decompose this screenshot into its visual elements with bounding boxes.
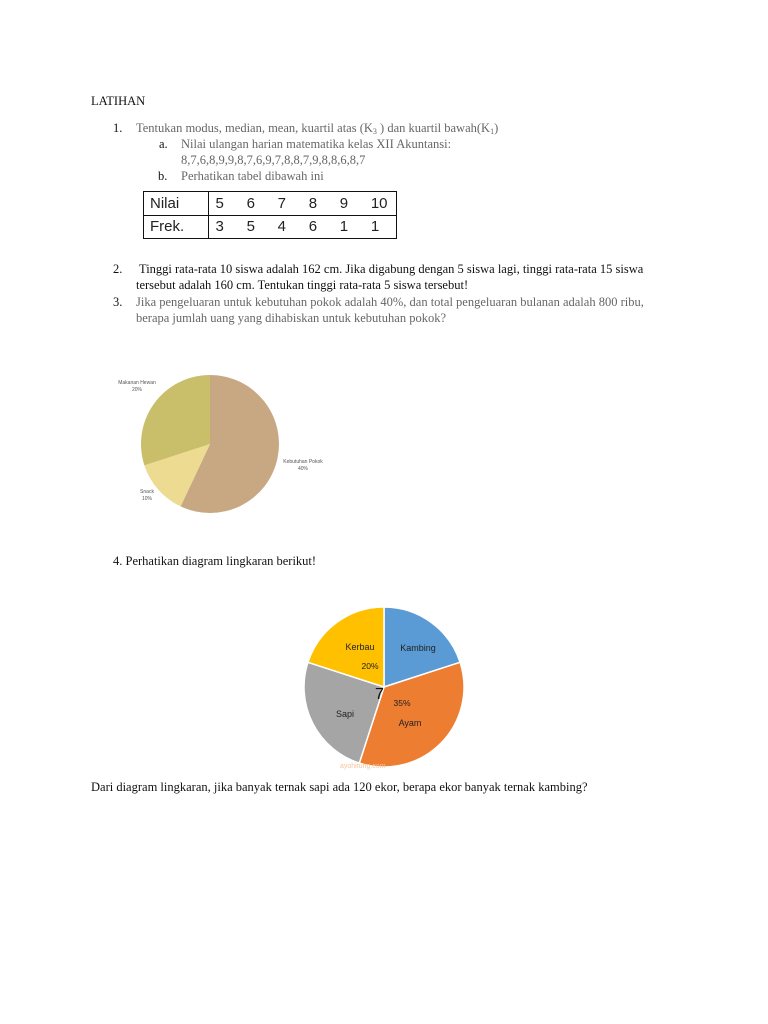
q2-line1: Tinggi rata-rata 10 siswa adalah 162 cm. Jika digabung dengan 5 siswa lagi, tinggi rata-rata 15 siswa	[139, 262, 644, 276]
pie-pct-ayam: 35%	[393, 698, 411, 708]
pie-label-snack: Snack	[140, 489, 154, 495]
expense-pie-chart	[110, 335, 335, 535]
table-cell: 5	[209, 192, 241, 216]
q2-line2: tersebut adalah 160 cm. Tentukan tinggi rata-rata 5 siswa tersebut!	[136, 278, 469, 292]
table-cell: 7	[272, 192, 303, 216]
table-cell: 4	[272, 215, 303, 239]
q4-prompt: 4. Perhatikan diagram lingkaran berikut!	[113, 554, 317, 568]
worksheet-title: LATIHAN	[91, 94, 146, 108]
table-cell: 3	[209, 215, 241, 239]
livestock-pie-chart	[300, 600, 470, 772]
q1a-marker: a.	[159, 137, 168, 151]
table-row	[144, 192, 397, 216]
q3-number: 3.	[113, 295, 123, 309]
q1b-text: Perhatikan tabel dibawah ini	[181, 169, 324, 183]
table-cell: 8	[303, 192, 334, 216]
table-cell: 6	[303, 215, 334, 239]
pie-label-kerbau: Kerbau	[345, 642, 375, 652]
handwritten-mark: 7	[375, 686, 384, 703]
pie-pct-kerbau: 20%	[361, 661, 379, 671]
pie-label-makanan: Makanan Hewan	[118, 380, 156, 386]
frequency-table	[143, 191, 397, 239]
pie-label-pokok: Kebutuhan Pokok	[283, 459, 323, 465]
q1b-marker: b.	[158, 169, 168, 183]
q1a-data: 8,7,6,8,9,9,8,7,6,9,7,8,8,7,9,8,8,6,8,7	[181, 153, 366, 167]
table-cell: 1	[365, 215, 397, 239]
pie-pct-pokok: 40%	[297, 466, 309, 472]
pie-label-sapi: Sapi	[335, 709, 355, 719]
pie-label-kambing: Kambing	[400, 643, 436, 653]
pie-pct-makanan: 20%	[131, 387, 143, 393]
table-row	[144, 215, 397, 239]
q1-prompt: Tentukan modus, median, mean, kuartil atas ($K_3$ ) dan kuartil $bawah(K_1)$	[136, 121, 499, 136]
q1a-text: Nilai ulangan harian matematika kelas XII Akuntansi:	[181, 137, 452, 151]
pie-label-ayam: Ayam	[398, 718, 422, 728]
q3-line2: berapa jumlah uang yang dihabiskan untuk kebutuhan pokok?	[136, 311, 446, 325]
table-cell: 6	[241, 192, 272, 216]
table-cell: 10	[365, 192, 397, 216]
q4-followup: Dari diagram lingkaran, jika banyak ternak sapi ada 120 ekor, berapa ekor banyak ternak kambing?	[91, 780, 588, 794]
q3-line1: Jika pengeluaran untuk kebutuhan pokok adalah 40%, dan total pengeluaran bulanan adalah 800 ribu,	[136, 295, 644, 309]
q1-number: 1.	[113, 121, 123, 135]
pie-pct-snack: 10%	[141, 496, 153, 502]
table-row-label: Frek.	[144, 215, 209, 239]
table-cell: 1	[334, 215, 365, 239]
watermark: ayohitung.com	[340, 763, 386, 770]
q2-number: 2.	[113, 262, 123, 276]
table-cell: 9	[334, 192, 365, 216]
table-cell: 5	[241, 215, 272, 239]
table-row-label: Nilai	[144, 192, 209, 216]
